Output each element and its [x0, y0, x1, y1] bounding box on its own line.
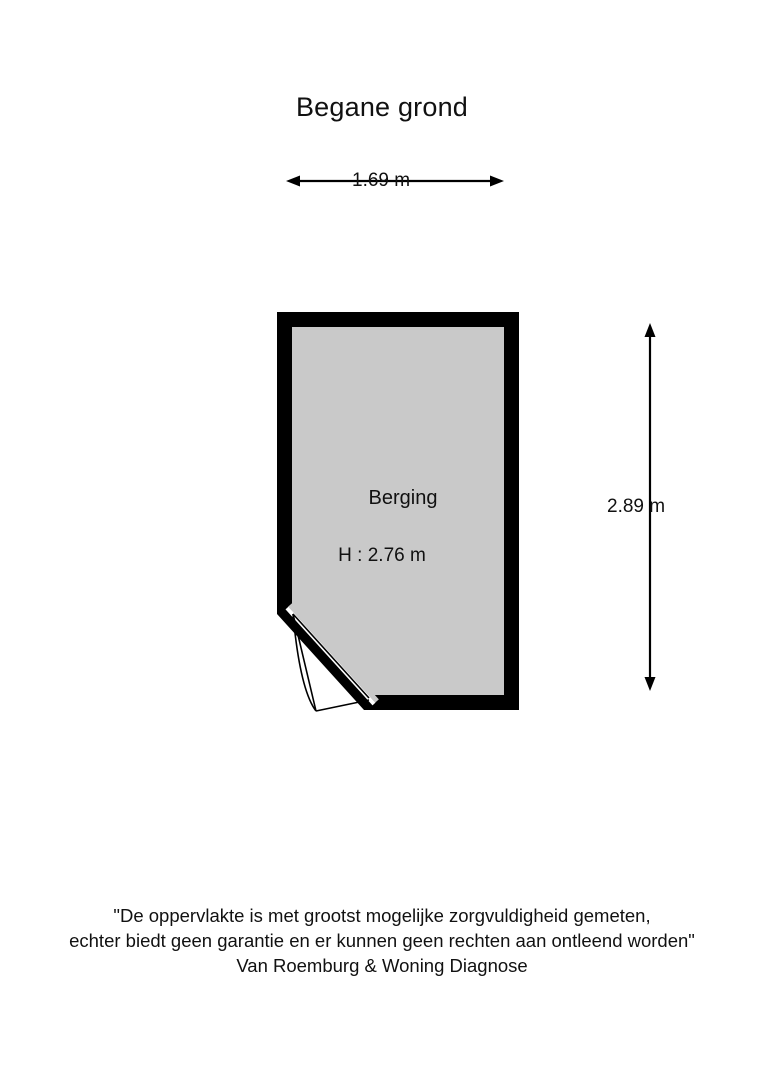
room-name-label: Berging — [368, 487, 438, 509]
room-height-label: H : 2.76 m — [338, 545, 426, 566]
disclaimer-line-2: echter biedt geen garantie en er kunnen geen rechten aan ontleend worden" — [69, 930, 695, 951]
room-walls — [277, 312, 519, 710]
disclaimer-line-3: Van Roemburg & Woning Diagnose — [236, 955, 528, 976]
top-dimension-label: 1.69 m — [352, 170, 411, 191]
right-dimension-label: 2.89 m — [607, 496, 666, 517]
disclaimer-line-1: "De oppervlakte is met grootst mogelijke zorgvuldigheid gemeten, — [113, 905, 651, 926]
disclaimer — [0, 903, 764, 978]
page-title: Begane grond — [295, 92, 469, 122]
